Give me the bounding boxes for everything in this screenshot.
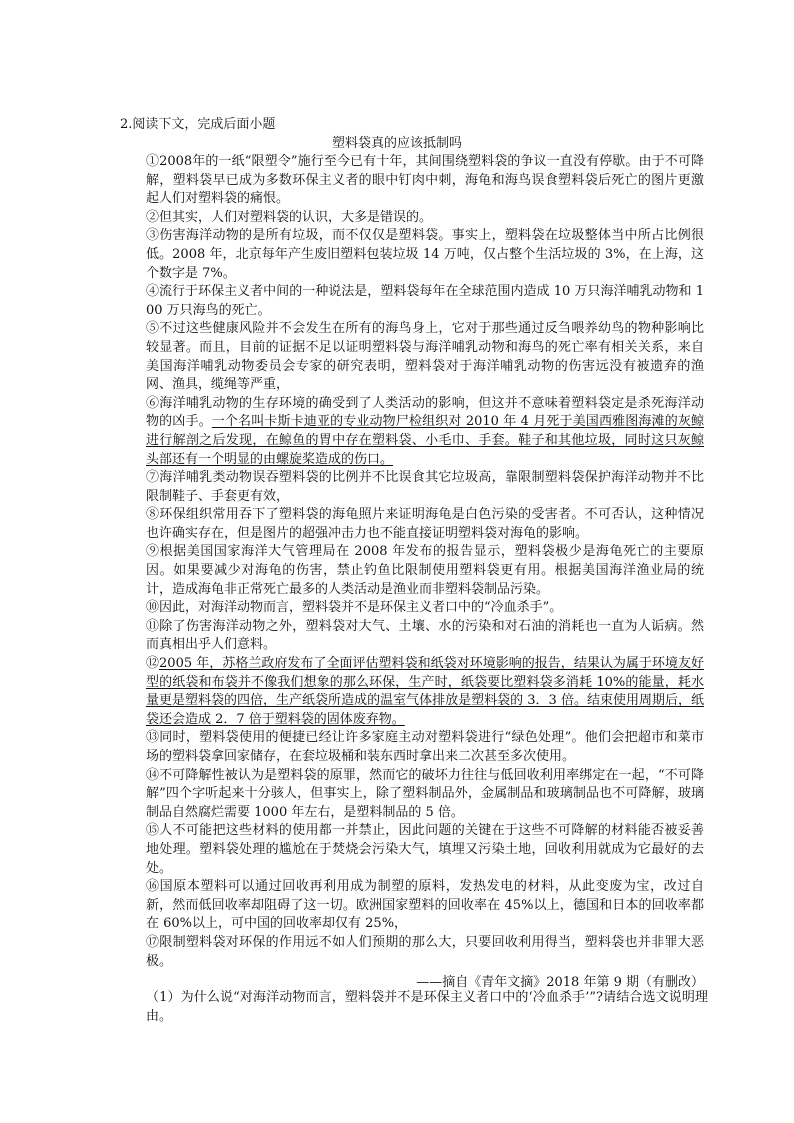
paragraph-12: ⑫2005 年，苏格兰政府发布了全面评估塑料袋和纸袋对环境影响的报告，结果认为属于环境友好型的纸袋和布袋并不像我们想象的那么环保，生产时，纸袋要比塑料袋多消耗 10%的能量，耗水量更是塑料袋的四倍，生产纸袋所造成的温室气体排放是塑料袋的 3．3 倍。结束使用周期后，纸袋还会造成 2．7 倍于塑料袋的固体废弃物。: [146, 656, 704, 727]
article-body: [146, 153, 704, 993]
question-1: （1）为什么说“对海洋动物而言，塑料袋并不是环保主义者口中的‘冷血杀手’”?请结合选文说明理由。: [146, 990, 708, 1024]
underlined-passage: 2005 年，苏格兰政府发布了全面评估塑料袋和纸袋对环境影响的报告，结果认为属于环境友好型的纸袋和布袋并不像我们想象的那么环保，生产时，纸袋要比塑料袋多消耗 10%的能量，耗水量更是塑料袋的四倍，生产纸袋所造成的温室气体排放是塑料袋的 3．3 倍。结束使用周期后，纸袋还会造成 2．7 倍于塑料袋的固体废弃物。: [146, 656, 704, 727]
paragraph-16: ⑯国原本塑料可以通过回收再利用成为制塑的原料，发热发电的材料，从此变废为宝，改过自新，然而低回收率却阻碍了这一切。欧洲国家塑料的回收率在 45%以上，德国和日本的回收率都在 60%以上，可中国的回收率却仅有 25%，: [146, 879, 704, 932]
paragraph-15: ⑮人不可能把这些材料的使用都一并禁止，因此问题的关键在于这些不可降解的材料能否被妥善地处理。塑料袋处理的尴尬在于焚烧会污染大气，填埋又污染土地，回收利用就成为它最好的去处。: [146, 823, 704, 876]
paragraph-6: ⑥海洋哺乳动物的生存环境的确受到了人类活动的影响，但这并不意味着塑料袋定是杀死海洋动物的凶手。一个名叫卡斯卡迪亚的专业动物尸检组织对 2010 年 4 月死于美国西雅图海滩的灰鲸进行解剖之后发现，在鲸鱼的胃中存在塑料袋、小毛巾、手套。鞋子和其他垃圾，同时这只灰鲸头部还有一个明显的由螺旋桨造成的伤口。: [146, 395, 704, 467]
question-intro: 2.阅读下文，完成后面小题: [120, 117, 276, 132]
underlined-passage: 一个名叫卡斯卡迪亚的专业动物尸检组织对 2010 年 4 月死于美国西雅图海滩的灰鲸进行解剖之后发现，在鲸鱼的胃中存在塑料袋、小毛巾、手套。鞋子和其他垃圾，同时这只灰鲸头部还有一个明显的由螺旋桨造成的伤口。: [146, 414, 704, 467]
article-title: 塑料袋真的应该抵制吗: [331, 136, 462, 151]
paragraph-2: ②但其实，人们对塑料袋的认识，大多是错误的。: [146, 209, 433, 225]
paragraph-3: ③伤害海洋动物的是所有垃圾，而不仅仅是塑料袋。事实上，塑料袋在垃圾整体当中所占比例很低。2008 年，北京每年产生废旧塑料包装垃圾 14 万吨，仅占整个生活垃圾的 3%，在上海，这个数字是 7%。: [146, 228, 704, 281]
paragraph-14: ⑭不可降解性被认为是塑料袋的原罪，然而它的破坏力往往与低回收利用率绑定在一起，“不可降解”四个字听起来十分骇人，但事实上，除了塑料制品外，金属制品和玻璃制品也不可降解，玻璃制品自然腐烂需要 1000 年左右，是塑料制品的 5 倍。: [146, 767, 704, 820]
paragraph-8: ⑧环保组织常用吞下了塑料袋的海龟照片来证明海龟是白色污染的受害者。不可否认，这种情况也许确实存在，但是图片的超强冲击力也不能直接证明塑料袋对海龟的影响。: [146, 507, 704, 541]
paragraph-13: ⑬同时，塑料袋使用的便捷已经让许多家庭主动对塑料袋进行“绿色处理”。他们会把超市和菜市场的塑料袋拿回家储存，在套垃圾桶和装东西时拿出来二次甚至多次使用。: [146, 730, 704, 764]
paragraph-7: ⑦海洋哺乳类动物误吞塑料袋的比例并不比误食其它垃圾高，靠限制塑料袋保护海洋动物并不比限制鞋子、手套更有效，: [146, 470, 704, 504]
paragraph-10: ⑩因此，对海洋动物而言，塑料袋并不是环保主义者口中的“冷血杀手”。: [146, 600, 563, 616]
paragraph-4: ④流行于环保主义者中间的一种说法是，塑料袋每年在全球范围内造成 10 万只海洋哺乳动物和 100 万只海鸟的死亡。: [146, 284, 704, 318]
paragraph-1: ①2008年的一纸“限塑令”施行至今已有十年，其间围绕塑料袋的争议一直没有停歇。由于不可降解，塑料袋早已成为多数环保主义者的眼中钉肉中刺，海龟和海鸟误食塑料袋后死亡的图片更激起人们对塑料袋的痛恨。: [146, 154, 704, 207]
paragraph-17: ⑰限制塑料袋对环保的作用远不如人们预期的那么大，只要回收利用得当，塑料袋也并非罪大恶极。: [146, 934, 704, 969]
paragraph-11: ⑪除了伤害海洋动物之外，塑料袋对大气、土壤、水的污染和对石油的消耗也一直为人诟病。然而真相出乎人们意料。: [146, 618, 704, 653]
article-source: ——摘自《青年文摘》2018 年第 9 期（有删改）: [416, 975, 704, 991]
paragraph-5: ⑤不过这些健康风险并不会发生在所有的海鸟身上，它对于那些通过反刍喂养幼鸟的物种影响比较显著。而且，目前的证据不足以证明塑料袋与海洋哺乳动物和海鸟的死亡率有相关关系，来自美国海洋哺乳动物委员会专家的研究表明，塑料袋对于海洋哺乳动物的伤害远没有被遗弃的渔网、渔具，缆绳等严重，: [146, 321, 704, 393]
paragraph-9: ⑨根据美国国家海洋大气管理局在 2008 年发布的报告显示，塑料袋极少是海龟死亡的主要原因。如果要减少对海龟的伤害，禁止钓鱼比限制使用塑料袋更有用。根据美国海洋渔业局的统计，造成海龟非正常死亡最多的人类活动是渔业而非塑料袋制品污染。: [146, 544, 704, 597]
